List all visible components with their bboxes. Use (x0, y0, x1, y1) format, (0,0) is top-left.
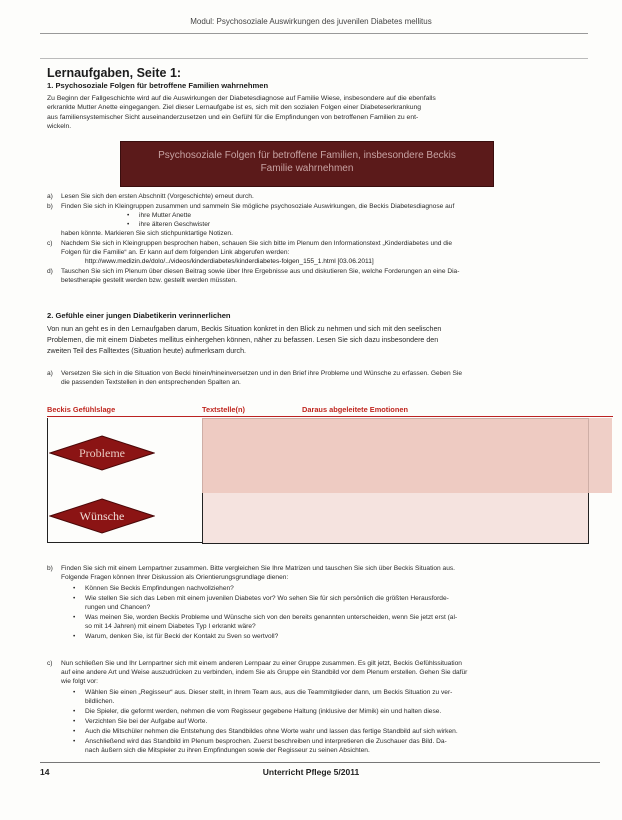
bullet-continuation: so mit 14 Jahren) mit einem Diabetes Typ I erkrankt wäre? (85, 623, 256, 630)
task-c-line2: Folgen für die Familie“ an. Er kann auf dem folgenden Link abgerufen werden: (61, 249, 290, 256)
task-text: auf eine andere Art und Weise auszudrücken zu verbinden, indem Sie als Gruppe ein Standbild vor dem Plenum erstellen. Gehen Sie dafür (61, 669, 468, 676)
video-link[interactable]: http://www.medizin.de/dolo/../videos/kinderdiabetes/kinderdiabetes-folgen_155_1.html [03.06.2011] (85, 258, 374, 265)
bullet-item: • Warum, denken Sie, ist für Becki der Kontakt zu Sven so wertvoll? (85, 633, 278, 642)
part2-intro-line: zweiten Teil des Falltextes (Situation heute) aufmerksam durch. (47, 347, 246, 355)
bullet-item: • Können Sie Beckis Empfindungen nachvollziehen? (85, 585, 234, 594)
task-label: a) (47, 193, 53, 200)
task-label: a) (47, 370, 53, 377)
part2-intro-line: Problemen, die mit einem Diabetes mellitus einhergehen können, näher zu befassen. Lesen Sie sich dazu insbesondere den (47, 336, 439, 344)
part2-intro (47, 324, 592, 357)
task-label: d) (47, 268, 53, 275)
task-label: b) (47, 203, 53, 210)
task-text: die passenden Textstellen in den entsprechenden Spalten an. (61, 379, 241, 386)
footer-rule (40, 762, 600, 763)
task-label: c) (47, 240, 53, 247)
task-text: Lesen Sie sich den ersten Abschnitt (Vorgeschichte) erneut durch. (61, 193, 254, 200)
bullet-item: • Verzichten Sie bei der Aufgabe auf Worte. (85, 718, 207, 727)
col-header: Daraus abgeleitete Emotionen (302, 405, 408, 414)
page-number: 14 (40, 767, 50, 777)
bullet-continuation: rungen und Chancen? (85, 604, 151, 611)
col-header: Textstelle(n) (202, 405, 245, 414)
banner-line: Familie wahrnehmen (260, 163, 354, 174)
bullet-item: • ihre Mutter Anette (139, 212, 191, 221)
task-text: Tauschen Sie sich im Plenum über diesen Beitrag sowie über Ihre Ergebnisse aus und diskutieren Sie, welche Forderungen an eine Dia- (61, 268, 460, 275)
matrix-shading (202, 418, 612, 493)
task-b-tail: haben könnte. Markieren Sie sich stichpunktartige Notizen. (61, 230, 233, 237)
part1-heading: 1. Psychosoziale Folgen für betroffene Familien wahrnehmen (47, 81, 269, 90)
bullet-item: • Die Spieler, die geformt werden, nehmen die vom Regisseur gegebene Haltung (inklusive der Mimik) ein und halten diese. (85, 708, 585, 717)
bullet-item: • Was meinen Sie, worden Beckis Probleme und Wünsche sich von den bereits genannten unterscheiden, wenn Sie jetzt erst (al- (85, 614, 585, 623)
section-title: Lernaufgaben, Seite 1: (47, 66, 182, 80)
part1-tasks (47, 193, 592, 303)
task-text: Nun schließen Sie und Ihr Lernpartner sich mit einem anderen Lernpaar zu einer Gruppe zusammen. Es gilt jetzt, Beckis Gefühlssituation (61, 660, 462, 667)
task-text: wie folgt vor: (61, 678, 99, 685)
part1-intro-line: wickeln. (47, 122, 72, 130)
part1-intro-line: Zu Beginn der Fallgeschichte wird auf die Auswirkungen der Diabetesdiagnose auf Familie Wiese, insbesondere auf die ebenfalls (47, 95, 436, 102)
problems-diamond (49, 435, 157, 473)
task-label: b) (47, 565, 53, 572)
part1-intro-line: erkrankte Mutter Anette eingegangen. Ziel dieser Lernaufgabe ist es, sich mit den sozialen Folgen einer Diabeteserkrankung (47, 104, 422, 112)
bullet-item: • Wählen Sie einen „Regisseur“ aus. Dieser stellt, in Ihrem Team aus, aus die Teammitglieder dann, um Beckis Situation zu ver- (85, 689, 585, 698)
matrix-header-rule (47, 416, 613, 417)
task-label: c) (47, 660, 53, 667)
part2-intro-line: Von nun an geht es in den Lernaufgaben darum, Beckis Situation konkret in den Blick zu nehmen und sich mit den seelischen (47, 325, 442, 333)
part2-task-b (47, 565, 592, 655)
task-text: Versetzen Sie sich in die Situation von Becki hinein/hineinversetzen und in den Brief ihre Probleme und Wünsche zu erfassen. Geben Sie (61, 370, 462, 377)
task-text: Finden Sie sich in Kleingruppen zusammen und sammeln Sie mögliche psychosoziale Auswirkungen, die Beckis Diabetesdiagnose auf (61, 203, 455, 210)
task-d-line2: betestherapie gestellt werden bzw. gestellt werden müssten. (61, 277, 237, 284)
bullet-item: • Anschließend wird das Standbild im Plenum besprochen. Zuerst beschreiben und interpretieren die Zuschauer das Bild. Da- (85, 738, 585, 747)
running-header: Modul: Psychosoziale Auswirkungen des juvenilen Diabetes mellitus (190, 17, 432, 26)
bullet-item: • Wie stellen Sie sich das Leben mit einem juvenilen Diabetes vor? Wo sehen Sie für sich persönlich die größten Herausforde- (85, 595, 585, 604)
journal-name: Unterricht Pflege 5/2011 (262, 767, 360, 777)
task-text: Finden Sie sich mit einem Lernpartner zusammen. Bitte vergleichen Sie Ihre Matrizen und tauschen Sie sich über Beckis Situation aus. (61, 565, 455, 572)
task-text: Folgende Fragen können Ihrer Diskussion als Orientierungsgrundlage dienen: (61, 574, 289, 581)
bullet-item: • ihre älteren Geschwister (139, 221, 210, 230)
bullet-continuation: bildlichen. (85, 698, 115, 705)
part2-task-c (47, 660, 592, 760)
col-header: Beckis Gefühlslage (47, 405, 116, 414)
part2-heading: 2. Gefühle einer jungen Diabetikerin verinnerlichen (47, 311, 231, 320)
part1-intro-line: aus familiensystemischer Sicht auseinanderzusetzen und ein Gefühl für die Empfindungen von betroffenen Familien zu ent- (47, 113, 419, 121)
header-rule (40, 33, 588, 34)
part2-task-a (47, 370, 592, 392)
wishes-diamond (49, 498, 157, 536)
bullet-item: • Auch die Mitschüler nehmen die Entstehung des Standbildes ohne Worte wahr und lassen das fertige Standbild auf sich wirken. (85, 728, 585, 737)
row-label-problems: Probleme (79, 446, 125, 460)
topic-banner (120, 141, 494, 187)
part1-intro (47, 94, 592, 131)
task-text: Nachdem Sie sich in Kleingruppen besprochen haben, schauen Sie sich bitte im Plenum den Informationstext „Kinderdiabetes und die (61, 240, 453, 247)
row-label-wishes: Wünsche (79, 509, 125, 523)
bullet-continuation: nach äußern sich die Mitspieler zu ihren Empfindungen sowie der Regisseur zu seinen Absichten. (85, 747, 370, 754)
header-rule-secondary (40, 58, 588, 59)
banner-line: Psychosoziale Folgen für betroffene Familien, insbesondere Beckis (158, 150, 456, 161)
